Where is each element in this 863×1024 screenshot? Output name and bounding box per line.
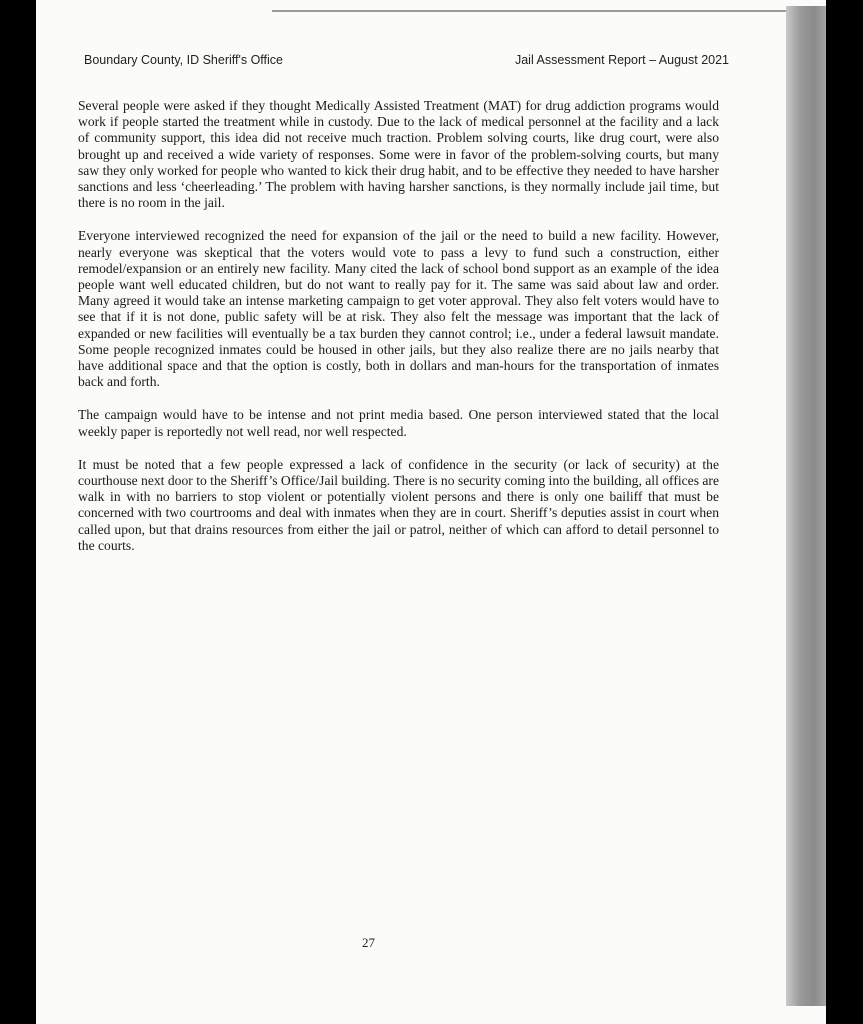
header-report-title: Jail Assessment Report – August 2021 bbox=[514, 53, 729, 67]
paragraph-jail-expansion: Everyone interviewed recognized the need for expansion of the jail or the need to build a new facility. However, nearly everyone was skeptical that the voters would vote to pass a levy to fund such a construction, either remodel/expansion or an entirely new facility. Many cited the lack of school bond support as an example of the idea people want well educated children, but do not want to really pay for it. The same was said about law and order. Many agreed it would take an intense marketing campaign to get voter approval. They also felt voters would have to see that if it is not done, public safety will be at risk. They also felt the message was important that the lack of expanded or new facilities will eventually be a tax burden they cannot control; i.e., under a federal lawsuit mandate. Some people recognized inmates could be housed in other jails, but they also realize there are no jails nearby that have additional space and that the option is costly, both in dollars and man-hours for the transportation of inmates back and forth. bbox=[78, 228, 719, 390]
top-rule bbox=[272, 10, 814, 12]
page-number: 27 bbox=[362, 935, 375, 950]
document-page bbox=[36, 0, 826, 1024]
page-spine-shadow bbox=[786, 6, 826, 1006]
paragraph-campaign: The campaign would have to be intense and not print media based. One person interviewed stated that the local weekly paper is reportedly not well read, nor well respected. bbox=[78, 407, 719, 439]
paragraph-courthouse-security: It must be noted that a few people expressed a lack of confidence in the security (or lack of security) at the courthouse next door to the Sheriff’s Office/Jail building. There is no security coming into the building, all offices are walk in with no barriers to stop violent or potentially violent persons and there is only one bailiff that must be concerned with two courtrooms and deal with inmates when they are in court. Sheriff’s deputies assist in court when called upon, but that drains resources from either the jail or patrol, neither of which can afford to detail personnel to the courts. bbox=[78, 456, 719, 553]
paragraph-mat-treatment: Several people were asked if they thought Medically Assisted Treatment (MAT) for drug addiction programs would work if people started the treatment while in custody. Due to the lack of medical personnel at the facility and a lack of community support, this idea did not receive much traction. Problem solving courts, like drug court, were also brought up and received a wide variety of responses. Some were in favor of the problem-solving courts, but many saw they only worked for people who wanted to kick their drug habit, and to be effective they needed to have harsher sanctions and less ‘cheerleading.’ The problem with having harsher sanctions, is they normally include jail time, but there is no room in the jail. bbox=[78, 98, 719, 211]
body-text bbox=[78, 98, 719, 571]
header-organization: Boundary County, ID Sheriff's Office bbox=[84, 53, 284, 67]
